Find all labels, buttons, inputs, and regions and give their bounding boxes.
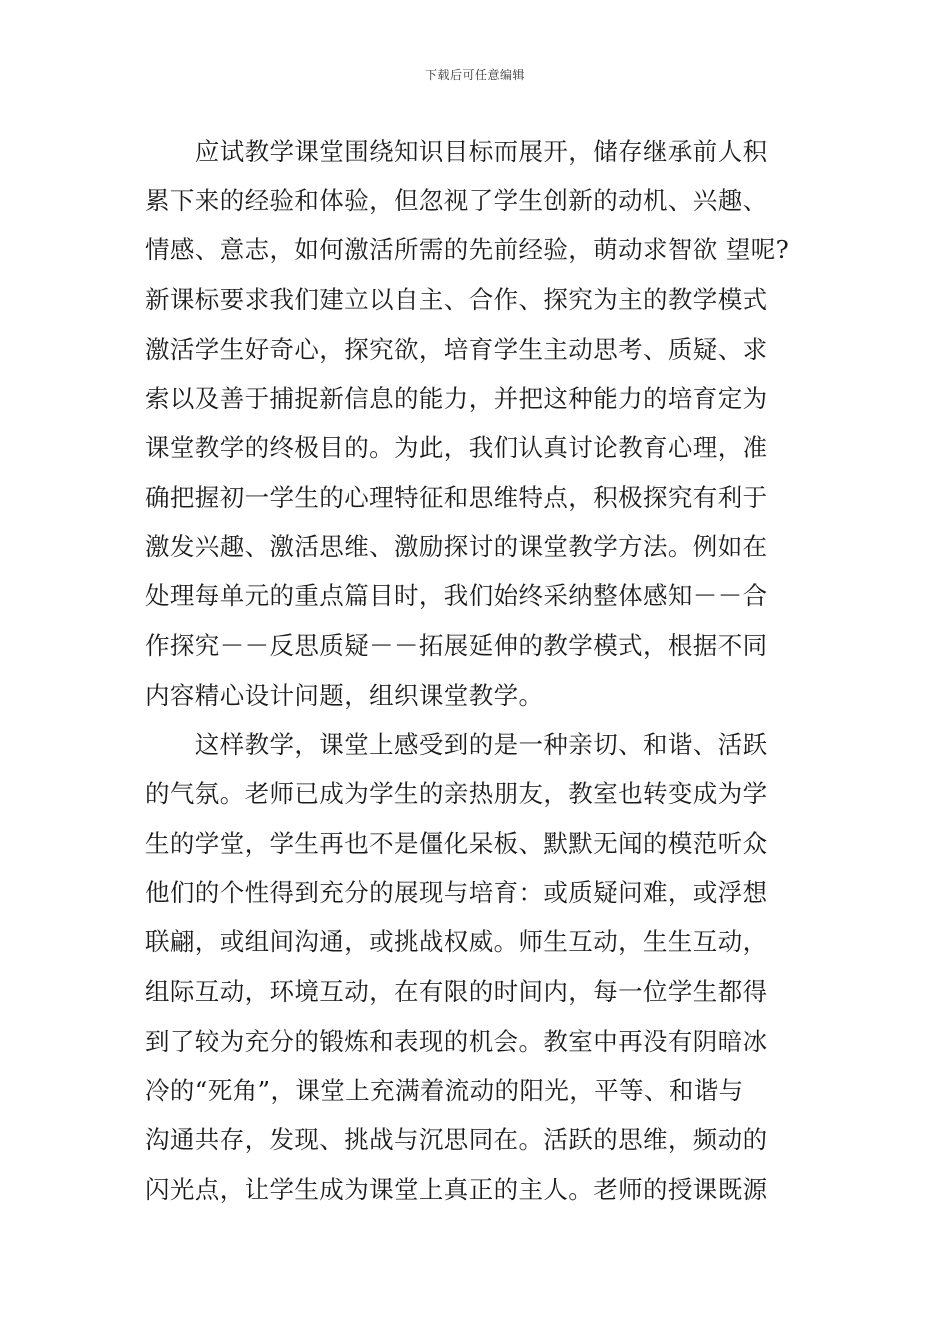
text-line: 这样教学，课堂上感受到的是一种亲切、和谐、活跃: [145, 730, 768, 759]
text-line: 沟通共存，发现、挑战与沉思同在。活跃的思维，频动的: [145, 1125, 768, 1154]
text-line: 激活学生好奇心，探究欲，培育学生主动思考、质疑、求: [145, 335, 768, 364]
text-line: 冷的“死角”，课堂上充满着流动的阳光，平等、和谐与: [145, 1076, 744, 1105]
text-line: 累下来的经验和体验，但忽视了学生创新的动机、兴趣、: [145, 186, 768, 215]
text-line: 激发兴趣、激活思维、激励探讨的课堂教学方法。例如在: [145, 532, 768, 561]
text-line: 应试教学课堂围绕知识目标而展开，储存继承前人积: [145, 137, 768, 166]
page-header: 下载后可任意编辑: [424, 68, 525, 82]
text-line: 情感、意志，如何激活所需的先前经验，萌动求智欲 望呢?: [145, 235, 790, 264]
text-line: 索以及善于捕捉新信息的能力，并把这种能力的培育定为: [145, 384, 768, 413]
text-line: 他们的个性得到充分的展现与培育：或质疑问难，或浮想: [145, 878, 768, 907]
text-line: 课堂教学的终极目的。为此，我们认真讨论教育心理，准: [145, 433, 768, 462]
text-line: 联翩，或组间沟通，或挑战权威。师生互动，生生互动，: [145, 927, 768, 956]
text-line: 内容精心设计问题，组织课堂教学。: [145, 681, 544, 710]
text-line: 新课标要求我们建立以自主、合作、探究为主的教学模式: [145, 285, 768, 314]
text-line: 到了较为充分的锻炼和表现的机会。教室中再没有阴暗冰: [145, 1027, 768, 1056]
text-line: 作探究－－反思质疑－－拓展延伸的教学模式，根据不同: [145, 631, 768, 660]
text-line: 处理每单元的重点篇目时，我们始终采纳整体感知－－合: [145, 581, 768, 610]
text-line: 的气氛。老师已成为学生的亲热朋友，教室也转变成为学: [145, 779, 768, 808]
text-line: 确把握初一学生的心理特征和思维特点，积极探究有利于: [145, 483, 768, 512]
text-line: 生的学堂，学生再也不是僵化呆板、默默无闻的模范听众: [145, 829, 768, 858]
text-line: 组际互动，环境互动，在有限的时间内，每一位学生都得: [145, 977, 768, 1006]
text-line: 闪光点，让学生成为课堂上真正的主人。老师的授课既源: [145, 1175, 768, 1204]
